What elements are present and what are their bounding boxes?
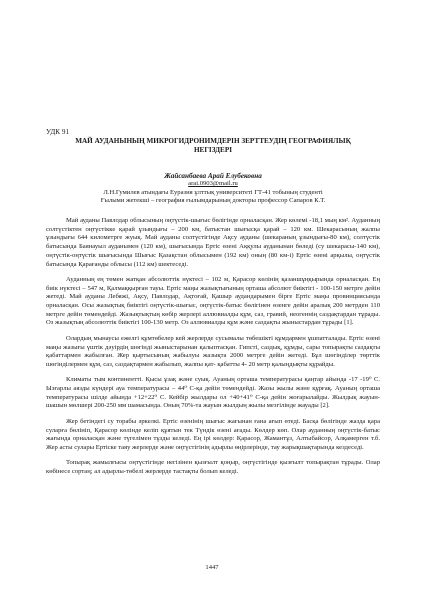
author-affiliation: Л.Н.Гумилев атындағы Еуразия ұлттық университеті ГТ-41 тобының студенті [103,188,323,196]
body-paragraph: Май ауданы Павлодар облысының оңтүстік-шығыс бөлігінде орналасқан. Жер көлемі -18,1 мың км². Ауданның солтүстіктен оңтүстікке қарай ұзындығы – 200 км, батыстан шығысқа қарай – 120 км. Шекарасының жалпы ұзындығы 644 километрге жуық. Май ауданы солтүстігінде Ақсу ауданы (шекараның ұзындығы-80 км), солтүстік батысында Баянауыл ауданымен (120 км), шығысында Ертіс өзені Аққулы ауданынан бөледі (су шекарасы-140 км), оңтүстік-оңтүстік шығысында Шығыс Қазақстан облысымен (192 км) оның (80 км-і) Ертіс өзені арқылы, оңтүстік батысында Қарағанды облысы (112 км) шектеседі. [46,217,380,268]
page-number: 1447 [205,564,219,571]
body-paragraph: Топырақ жамылғысы оңтүстігінде негізінен қызғылт қоңыр, оңтүстігінде қызғылт топырақтан тұрады. Олар көбінесе сортаң; ал адырлы-төбелі жерлерде тастақты болып келеді. [46,459,380,476]
article-body [46,217,380,483]
author-email-link[interactable]: arai.0903@mail.ru [188,180,238,188]
title-line-2: НЕГІЗДЕРІ [193,145,233,154]
body-paragraph: Олардың мынаусы ежелгі құмтөбелер кей жерлерде сусымалы төбешікті құмдармен ұшпатталады. Ертіс өзені маңы жазығы үштік дәуірдің шөгінді жыныстарынан қалыптасқан. Гипсті, саздық, құмды, сары топырақты саздақты қабаттармен жабылған. Жер қыртысының жабылуы жазықта 2000 метрге дейін жетеді. Бұл шөгінділер төрттік шөгінділермен құм, саз, саздақтармен жабылып, жалпы қат- қабатты 4- 20 метр қалыңдықты құрайды. [46,334,380,368]
udk-code: УДК 91 [46,128,70,136]
author-name: Жайсанбаева Арай Елубековна [164,172,262,180]
paper-title [46,137,380,154]
scientific-supervisor: Ғылыми жетекші – география ғылымдарының докторы профессор Сапаров К.Т. [100,197,326,205]
body-paragraph: Климаты тым континентті. Қысы ұзақ және суық. Ауаның орташа температурасы қаңтар айында -17 -19⁰ С. Ызғарлы аязды күндері ауа температурасы – 44⁰ С-қа дейін төмендейді. Жазы жылы және құрғақ. Ауаның орташа температурасы шілде айында +12+22⁰ С. Кейбір жылдары ол +40+41⁰ С-қа дейін жоғарылайды. Жылдық жауын-шашын мөлшері 200-250 мм шамасында. Оның 70%-та жауын жылдың жылы мезгілінде жауады [2]. [46,376,380,410]
title-line-1: МАЙ АУДАНЫНЫҢ МИКРОГИДРОНИМДЕРІН ЗЕРТТЕУДІҢ ГЕОГРАФИЯЛЫҚ [75,137,351,145]
author-block [46,172,380,206]
body-paragraph: Жер бетіндегі су торабы әркелкі. Ертіс өзенінің шығыс жағынан ғана ағып өтеді. Басқа бөлігінде жазда қара суларға бөлініп, Қарасор көлінде келіп құятын тек Түндік өзені ағады. Көлдер көп. Олар ауданның оңтүстік-батыс жағында орналасқан және түгелімен тұзды келеді. Ең ірі көлдер: Қарасор, Жамантұз, Алтыбайсор, Алқамерген т.б. Жер асты сулары Ертіске таяу жерлерде және оңтүстігінің адырлы өңірлерінде, тау жарықшақтарында кездеседі. [46,417,380,451]
body-paragraph: Ауданның ең төмен жатқан абсолюттік нүктесі – 102 м, Қарасор көлінің қазаншұңқырында орналасқан. Ең биік нүктесі – 547 м, Қалмаққырған тауы. Ертіс маңы жазықтығының орташа абсолют биіктігі - 100-150 метрге дейін жетеді. Май ауданы Лебяжі, Ақсу, Павлодар, Ақтоғай, Қашыр аудандарымен бірге Ертіс маңы провинциясында орналасқан. Осы жазықтық биіктігі оңтүстік-шығыс, оңтүстік-батыс бөлігінен өзенге дейін аралық 200 метрден 110 метрге дейін төмендейді. Жазықтықтың көбір жерлері аллювиалды құм, саз, гравий, неогеннің саздақтардан тұрады. Оз жазықтың абсолюттік биіктігі 100-130 метр. Оз аллювиалды құм және саздақты жыныстардан тұрады [1]. [46,275,380,327]
